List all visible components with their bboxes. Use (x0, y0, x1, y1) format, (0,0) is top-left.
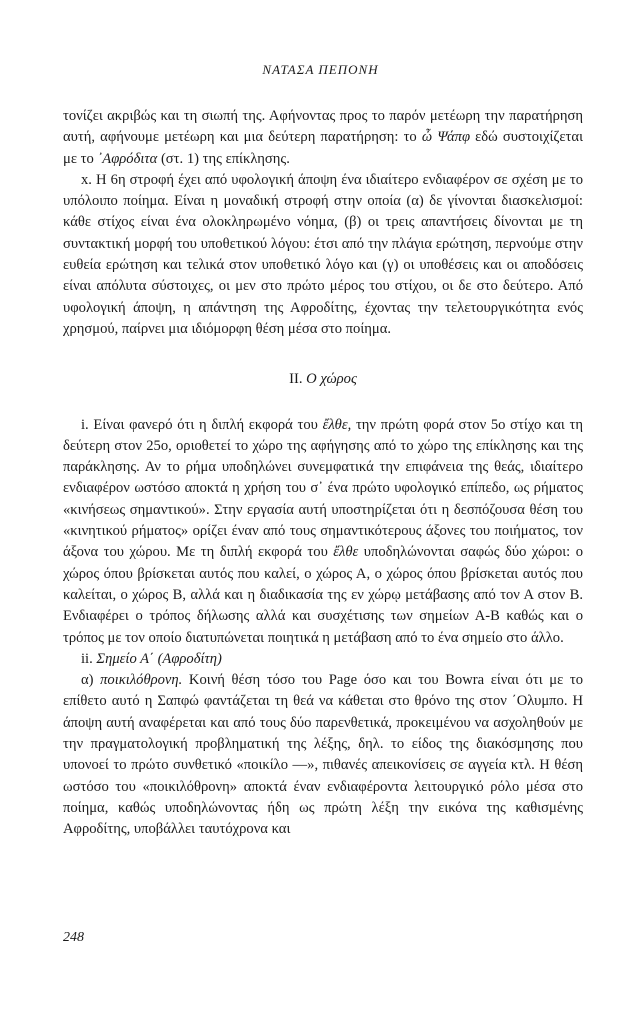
term: ποικιλόθρονη. (100, 672, 183, 689)
text-run: Κοινή θέση τόσο του Page όσο και του Bowra είναι ότι με το επίθετο αυτό η Σαπφώ φαντάζεται τη θεά να κάθεται στο θρόνο της στον ΄Ολυμπο. Η άποψη αυτή αναφέρεται και από τους δύο παρενθετικά, προκειμένου να ασχοληθούν με την πραγματολογική προβληματική της λέξης, δηλ. το είδος της διακόσμησης που υπονοεί το πρώτο συνθετικό «ποικίλο —», πιθανές απεικονίσεις σε αγγεία κτλ. Η θέση ωστόσο του «ποικιλόθρονη» αποκτά έναν ενδιαφέροντα λειτουργικό ρόλο μέσα στο ποίημα, καθώς υποδηλώνοντας ήδη ως πρώτη λέξη την εικόνα της καθισμένης Αφροδίτης, υποβάλλει ταυτόχρονα και (63, 672, 583, 838)
section-number: II. (289, 371, 303, 388)
greek-quote: ᾿Αφρόδιτα (97, 150, 158, 167)
subheading (63, 649, 583, 670)
greek-quote: ἔλθε, (322, 416, 352, 433)
greek-quote: ἔλθε (333, 544, 359, 561)
greek-quote: ὦ Ψάπφ (421, 129, 471, 146)
text-run: υποδηλώνονται σαφώς δύο χώροι: ο χώρος όπου βρίσκεται αυτός που καλεί, ο χώρος Α, ο χώρος όπου βρίσκεται αυτός που καλείται, ο χώρος Β, αλλά και η διαδικασία της εν χώρῳ μετάβασης από τον Α στον Β. Ενδιαφέρει ο τρόπος δήλωσης αλλά και συσχέτισης των σημείων Α-Β καθώς και ο τρόπος με τον οποίο διατυπώνεται ποιητικά η μετάβαση από το ένα σημείο στο άλλο. (63, 544, 583, 646)
subheading-title: Σημείο Α΄ (Αφροδίτη) (96, 650, 222, 667)
text-run: εδώ συστοιχίζεται με το (63, 129, 583, 167)
paragraph-x: x. Η 6η στροφή έχει από υφολογική άποψη ένα ιδιαίτερο ενδιαφέρον σε σχέση με το υπόλοιπο ποίημα. Είναι η μοναδική στροφή στην οποία (α) δε γίνονται διασκελισμοί: κάθε στίχος είναι ένα ολοκληρωμένο νόημα, (β) οι τρεις απαντήσεις δίνονται με τη συντακτική μορφή του υποθετικού λόγου: έτσι από την πλάγια ερώτηση, περνούμε στην ευθεία ερώτηση και τελικά στον υποθετικό λόγο και (γ) οι υποθέσεις και οι αποδόσεις είναι απόλυτα σύστοιχες, οι μεν στο πρώτο μέρος του στίχου, οι δε στο δεύτερο. Από υφολογική άποψη, η απάντηση της Αφροδίτης, έχοντας την τελετουργικότητα ενός χρησμού, παίρνει μια ιδιόμορφη θέση μέσα στο ποίημα. (63, 171, 583, 337)
running-head: ΝΑΤΑΣΑ ΠΕΠΟΝΗ (262, 62, 379, 77)
text-run: (στ. 1) της επίκλησης. (157, 150, 290, 167)
page-number: 248 (63, 930, 84, 945)
section-title: Ο χώρος (306, 371, 357, 388)
text-run: τονίζει ακριβώς και τη σιωπή της. Αφήνοντας προς το παρόν μετέωρη την παρατήρηση αυτή, αφήνουμε μετέωρη και μια δεύτερη παρατήρηση: το (63, 108, 583, 146)
text-run: α) (81, 672, 101, 689)
paragraph-alpha (63, 670, 583, 840)
text-run: i. Είναι φανερό ότι η διπλή εκφορά του (81, 416, 323, 433)
text-run: την πρώτη φορά στον 5ο στίχο και τη δεύτερη στον 25ο, οριοθετεί το χώρο της αφήγησης από το χώρο της επίκλησης και της παράκλησης. Αν το ρήμα υποδηλώνει συνεμφατικά την επιφάνεια της θεάς, ιδιαίτερο ενδιαφέρον ωστόσο αποκτά η χρήση του σ᾿ ένα πρώτο υφολογικό επίπεδο, ως ρήματος «κινήσεως σημαντικού». Στην εργασία αυτή υποστηρίζεται ότι η δεσπόζουσα θέση του «κινητικού ρήματος» ορίζει έναν από τους σημαντικότερους άξονες του ποιήματος, τον άξονα του χώρου. Με τη διπλή εκφορά του (63, 416, 583, 561)
section-heading (63, 369, 583, 390)
subheading-number: ii. (81, 650, 93, 667)
paragraph-i (63, 415, 583, 649)
body-text (63, 106, 583, 841)
paragraph-continuation (63, 106, 583, 170)
